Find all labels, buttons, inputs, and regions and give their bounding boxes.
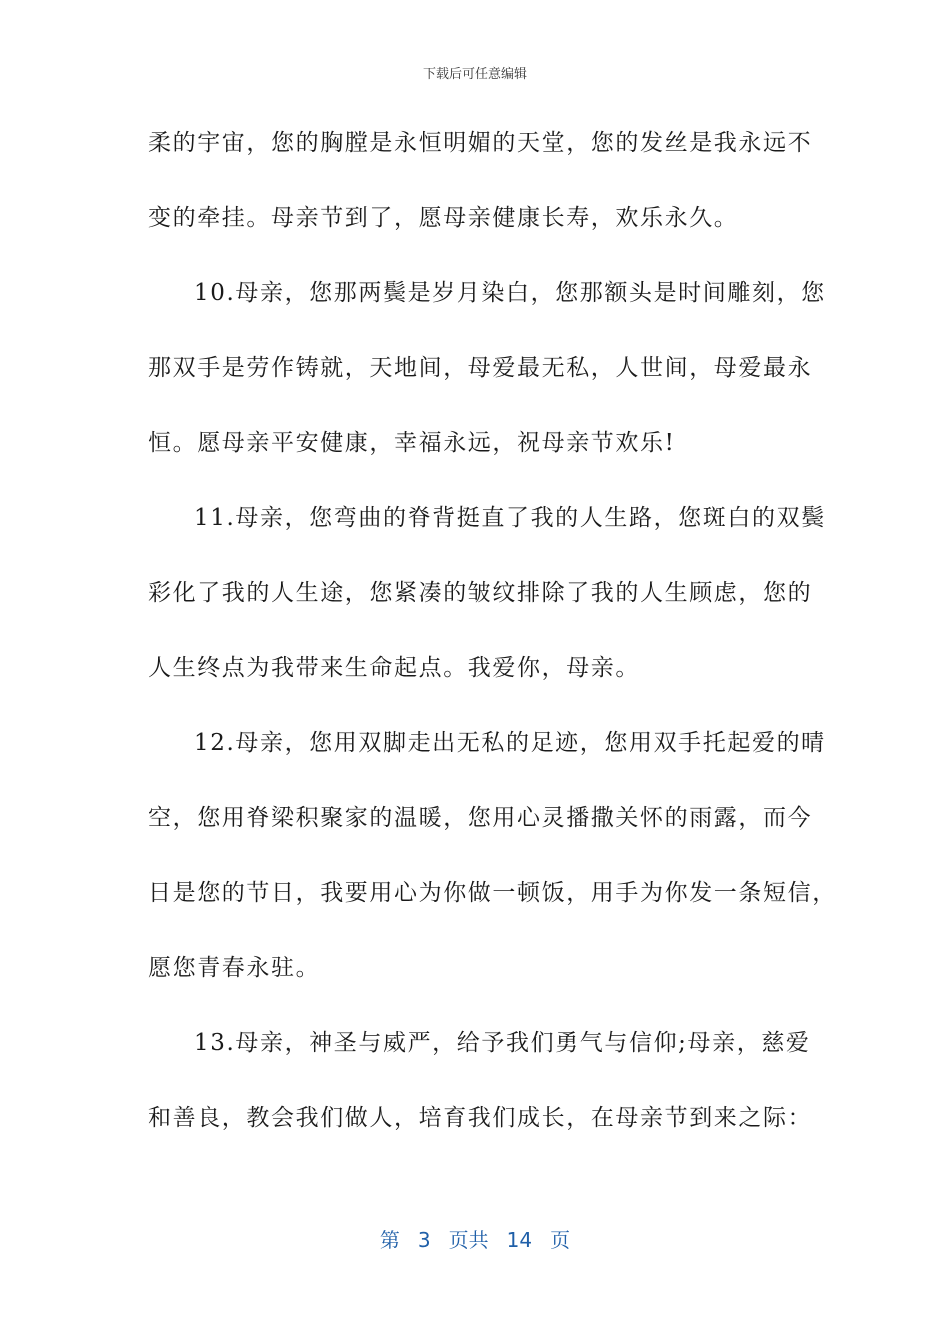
- text-line: 愿您青春永驻。: [148, 955, 321, 981]
- text-line: 人生终点为我带来生命起点。我爱你，母亲。: [148, 655, 640, 681]
- paragraph-11-start: 11.母亲，您弯曲的脊背挺直了我的人生路，您斑白的双鬓: [194, 505, 826, 531]
- text-line: 变的牵挂。母亲节到了，愿母亲健康长寿，欢乐永久。: [148, 205, 739, 231]
- paragraph-13-start: 13.母亲，神圣与威严，给予我们勇气与信仰;母亲，慈爱: [194, 1030, 811, 1056]
- footer-middle: 页共: [448, 1228, 489, 1252]
- paragraph-10-start: 10.母亲，您那两鬓是岁月染白，您那额头是时间雕刻，您: [194, 280, 826, 306]
- text-line: 和善良，教会我们做人，培育我们成长，在母亲节到来之际：: [148, 1105, 813, 1131]
- page-footer: [0, 1226, 950, 1254]
- text-line: 空，您用脊梁积聚家的温暖，您用心灵播撒关怀的雨露，而今: [148, 805, 813, 831]
- paragraph-12-start: 12.母亲，您用双脚走出无私的足迹，您用双手托起爱的晴: [194, 730, 826, 756]
- text-line: 日是您的节日，我要用心为你做一顿饭，用手为你发一条短信，: [148, 880, 837, 906]
- text-line: 恒。愿母亲平安健康，幸福永远，祝母亲节欢乐!: [148, 430, 676, 456]
- text-line: 那双手是劳作铸就，天地间，母爱最无私，人世间，母爱最永: [148, 355, 813, 381]
- document-body: [148, 106, 837, 1156]
- footer-suffix: 页: [550, 1228, 571, 1252]
- text-line: 柔的宇宙，您的胸膛是永恒明媚的天堂，您的发丝是我永远不: [148, 130, 813, 156]
- current-page-number: 3: [417, 1228, 431, 1252]
- total-pages-number: 14: [506, 1228, 533, 1252]
- page-header: 下载后可任意编辑: [422, 67, 527, 82]
- footer-prefix: 第: [379, 1228, 400, 1252]
- text-line: 彩化了我的人生途，您紧凑的皱纹排除了我的人生顾虑，您的: [148, 580, 813, 606]
